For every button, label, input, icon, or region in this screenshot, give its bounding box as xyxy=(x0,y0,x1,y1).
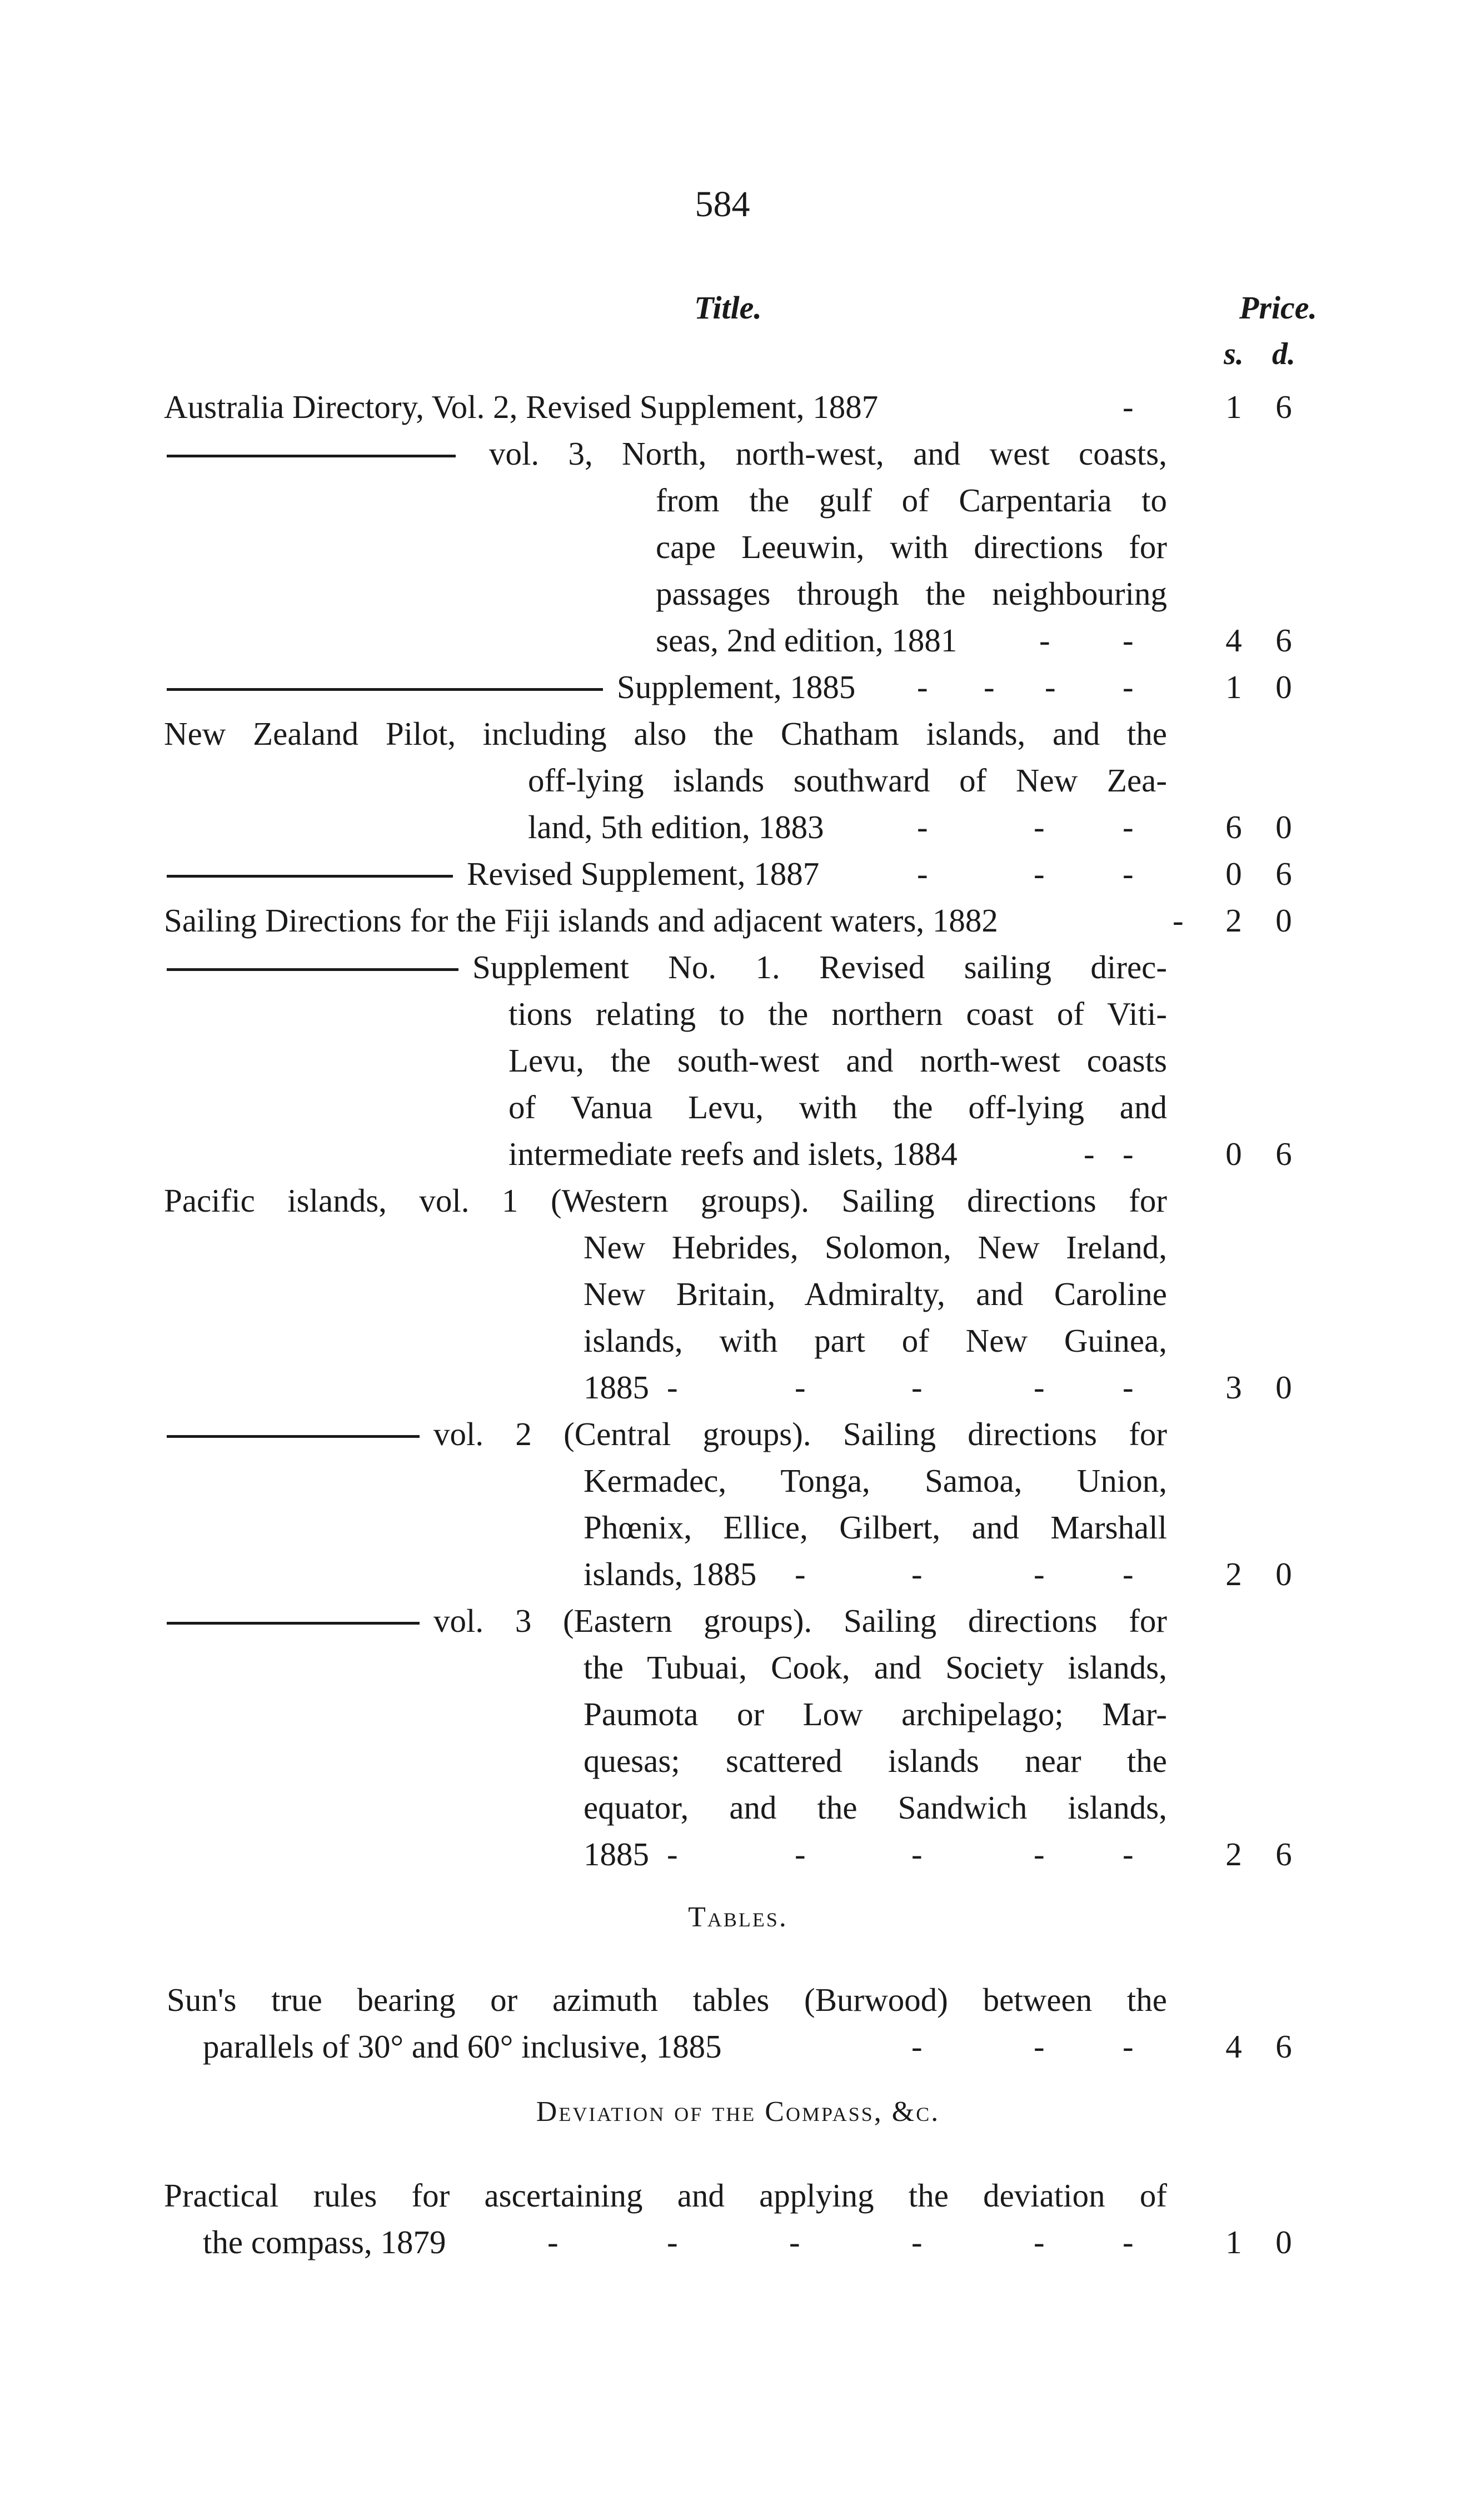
ditto-rule xyxy=(167,968,458,971)
leader-dot: - xyxy=(1039,622,1050,659)
leader-dots xyxy=(0,804,1189,850)
entry-text-line: quesas; scattered islands near the xyxy=(584,1742,1167,1779)
entry-text-line: Phœnix, Ellice, Gilbert, and Marshall xyxy=(584,1509,1167,1546)
price-shillings: 6 xyxy=(1225,809,1242,845)
page-number: 584 xyxy=(695,184,750,225)
section-heading-deviation: Deviation of the Compass, &c. xyxy=(536,2096,940,2128)
leader-dots xyxy=(0,850,1189,897)
entry-text-line: New Hebrides, Solomon, New Ireland, xyxy=(584,1229,1167,1266)
leader-dot: - xyxy=(795,1369,806,1406)
price-pence: 6 xyxy=(1275,622,1292,659)
entry-text-line: Australia Directory, Vol. 2, Revised Supplement, 1887 xyxy=(164,389,879,425)
leader-dot: - xyxy=(789,2224,800,2260)
entry-text-line: islands, 1885 xyxy=(584,1556,757,1592)
entry-text-line: cape Leeuwin, with directions for xyxy=(656,529,1167,565)
price-shillings: 2 xyxy=(1225,1836,1242,1872)
leader-dot: - xyxy=(1123,2224,1134,2260)
price-shillings: 1 xyxy=(1225,389,1242,425)
leader-dot: - xyxy=(911,1836,922,1872)
entry-text-line: Practical rules for ascertaining and applying the deviation of xyxy=(164,2177,1167,2214)
price-pence: 0 xyxy=(1275,902,1292,939)
price-pence: 0 xyxy=(1275,809,1292,845)
leader-dot: - xyxy=(1045,669,1056,705)
leader-dot: - xyxy=(1034,1836,1045,1872)
leader-dots xyxy=(0,2219,1189,2265)
leader-dot: - xyxy=(917,855,928,892)
entry-text-line: off-lying islands southward of New Zea- xyxy=(528,762,1167,799)
price-shillings: 4 xyxy=(1225,622,1242,659)
price-column-header: Price. xyxy=(1239,290,1318,326)
price-pence: 6 xyxy=(1275,2028,1292,2065)
entry-text-line: Levu, the south-west and north-west coasts xyxy=(508,1042,1167,1079)
price-pence: 6 xyxy=(1275,855,1292,892)
ditto-rule xyxy=(167,455,456,457)
leader-dot: - xyxy=(1034,2028,1045,2065)
leader-dot: - xyxy=(795,1556,806,1592)
leader-dot: - xyxy=(547,2224,559,2260)
title-column-header: Title. xyxy=(694,290,762,326)
leader-dot: - xyxy=(1034,855,1045,892)
leader-dot: - xyxy=(1123,622,1134,659)
leader-dot: - xyxy=(1123,809,1134,845)
leader-dots xyxy=(0,1364,1189,1411)
price-shillings: 2 xyxy=(1225,1556,1242,1592)
price-shillings: 4 xyxy=(1225,2028,1242,2065)
price-pence: 0 xyxy=(1275,1369,1292,1406)
entry-text-line: islands, with part of New Guinea, xyxy=(584,1322,1167,1359)
entry-text-line: vol. 3 (Eastern groups). Sailing directions for xyxy=(433,1602,1167,1639)
leader-dot: - xyxy=(1123,2028,1134,2065)
leader-dot: - xyxy=(1034,1369,1045,1406)
price-pence: 6 xyxy=(1275,389,1292,425)
price-pence: 0 xyxy=(1275,2224,1292,2260)
price-shillings: 2 xyxy=(1225,902,1242,939)
leader-dot: - xyxy=(1123,1556,1134,1592)
section-heading-tables: Tables. xyxy=(688,1901,788,1933)
entry-text-line: Revised Supplement, 1887 xyxy=(467,855,820,892)
leader-dots xyxy=(0,897,1189,944)
entry-text-line: of Vanua Levu, with the off-lying and xyxy=(508,1089,1167,1125)
leader-dot: - xyxy=(1123,389,1134,425)
leader-dots xyxy=(0,617,1189,664)
leader-dot: - xyxy=(1123,855,1134,892)
entry-text-line: Paumota or Low archipelago; Mar- xyxy=(584,1696,1167,1732)
leader-dot: - xyxy=(1173,902,1184,939)
leader-dot: - xyxy=(1034,1556,1045,1592)
price-shillings: 0 xyxy=(1225,855,1242,892)
leader-dot: - xyxy=(911,1556,922,1592)
leader-dot: - xyxy=(1123,1836,1134,1872)
leader-dot: - xyxy=(1123,669,1134,705)
entry-text-line: land, 5th edition, 1883 xyxy=(528,809,824,845)
leader-dot: - xyxy=(1034,809,1045,845)
leader-dot: - xyxy=(911,2028,922,2065)
entry-text-line: seas, 2nd edition, 1881 xyxy=(656,622,958,659)
leader-dot: - xyxy=(1034,2224,1045,2260)
leader-dot: - xyxy=(667,2224,678,2260)
entry-text-line: the Tubuai, Cook, and Society islands, xyxy=(584,1649,1167,1686)
leader-dots xyxy=(0,1551,1189,1597)
leader-dot: - xyxy=(1084,1136,1095,1172)
entry-text-line: parallels of 30° and 60° inclusive, 1885 xyxy=(203,2028,722,2065)
leader-dot: - xyxy=(917,669,928,705)
entry-text-line: Pacific islands, vol. 1 (Western groups). Sailing directions for xyxy=(164,1182,1167,1219)
leader-dot: - xyxy=(911,2224,922,2260)
leader-dot: - xyxy=(911,1369,922,1406)
ditto-rule xyxy=(167,1622,420,1625)
ditto-rule xyxy=(167,1435,420,1438)
entry-text-line: 1885 xyxy=(584,1369,649,1406)
entry-text-line: intermediate reefs and islets, 1884 xyxy=(508,1136,958,1172)
price-shillings: 1 xyxy=(1225,2224,1242,2260)
leader-dot: - xyxy=(984,669,995,705)
leader-dot: - xyxy=(1123,1369,1134,1406)
entry-text-line: the compass, 1879 xyxy=(203,2224,446,2260)
leader-dot: - xyxy=(667,1836,678,1872)
price-shillings: 0 xyxy=(1225,1136,1242,1172)
entry-text-line: passages through the neighbouring xyxy=(656,575,1167,612)
price-shillings: 3 xyxy=(1225,1369,1242,1406)
shillings-header: s. xyxy=(1224,337,1244,371)
pence-header: d. xyxy=(1272,337,1295,371)
leader-dots xyxy=(0,1130,1189,1177)
price-pence: 0 xyxy=(1275,669,1292,705)
leader-dot: - xyxy=(667,1369,678,1406)
leader-dot: - xyxy=(1123,1136,1134,1172)
leader-dots xyxy=(0,2023,1189,2070)
leader-dot: - xyxy=(795,1836,806,1872)
price-pence: 6 xyxy=(1275,1136,1292,1172)
entry-text-line: Sun's true bearing or azimuth tables (Burwood) between the xyxy=(167,1981,1167,2018)
entry-text-line: Supplement No. 1. Revised sailing direc- xyxy=(472,949,1167,985)
price-pence: 0 xyxy=(1275,1556,1292,1592)
leader-dots xyxy=(0,1831,1189,1877)
entry-text-line: equator, and the Sandwich islands, xyxy=(584,1789,1167,1826)
entry-text-line: vol. 2 (Central groups). Sailing directions for xyxy=(433,1416,1167,1452)
leader-dot: - xyxy=(917,809,928,845)
leader-dots xyxy=(0,384,1189,430)
entry-text-line: tions relating to the northern coast of Viti- xyxy=(508,995,1167,1032)
entry-text-line: Kermadec, Tonga, Samoa, Union, xyxy=(584,1462,1167,1499)
entry-text-line: from the gulf of Carpentaria to xyxy=(656,482,1167,519)
entry-text-line: 1885 xyxy=(584,1836,649,1872)
entry-text-line: New Zealand Pilot, including also the Chatham islands, and the xyxy=(164,715,1167,752)
entry-text-line: vol. 3, North, north-west, and west coasts, xyxy=(489,435,1167,472)
entry-text-line: Sailing Directions for the Fiji islands and adjacent waters, 1882 xyxy=(164,902,998,939)
entry-text-line: Supplement, 1885 xyxy=(617,669,856,705)
entry-text-line: New Britain, Admiralty, and Caroline xyxy=(584,1276,1167,1312)
price-pence: 6 xyxy=(1275,1836,1292,1872)
price-shillings: 1 xyxy=(1225,669,1242,705)
leader-dots xyxy=(0,664,1189,710)
